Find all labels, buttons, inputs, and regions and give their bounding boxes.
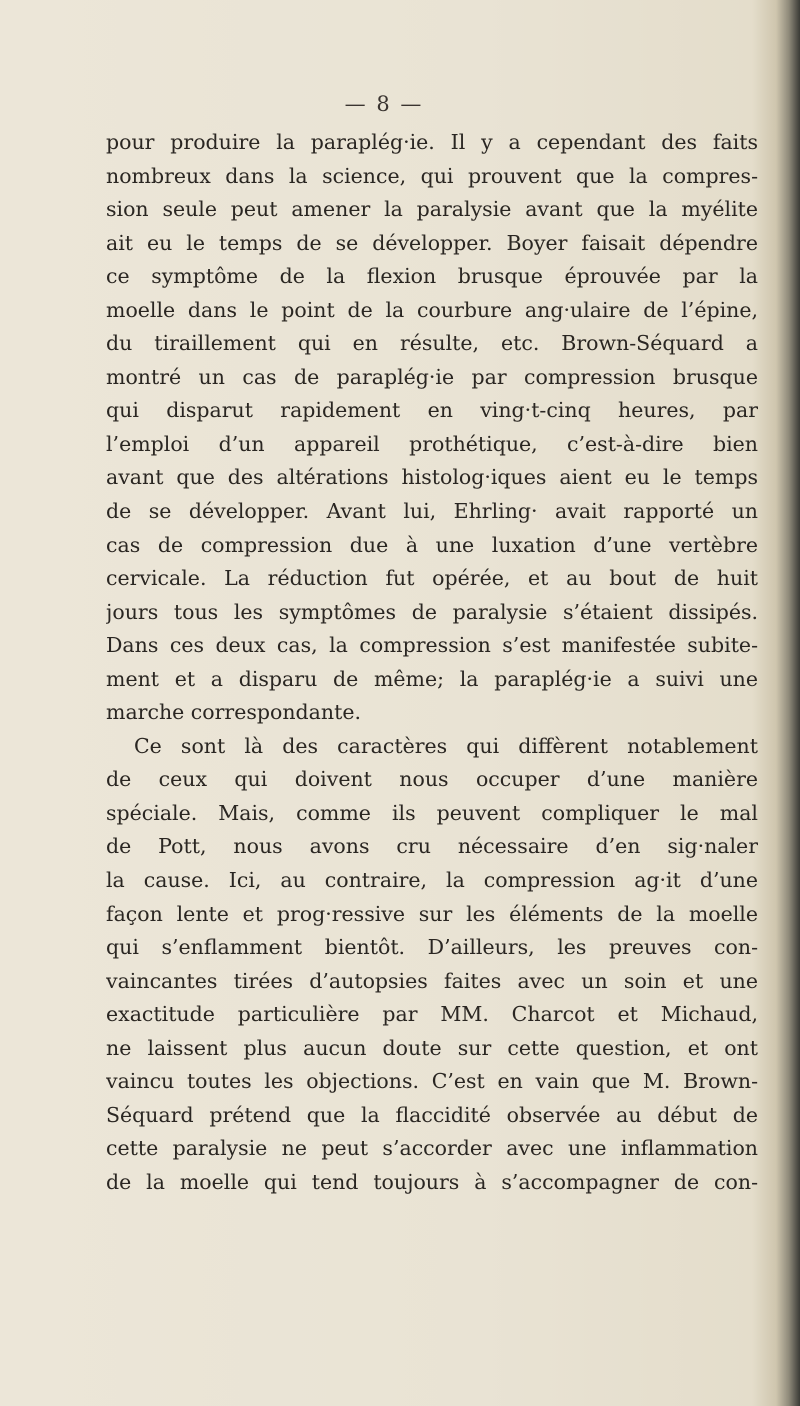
paragraph-end-line: marche correspondante. bbox=[106, 700, 361, 725]
text-line: vaincantes tirées d’autopsies faites avec un soin et une bbox=[106, 968, 758, 993]
text-line: nombreux dans la science, qui prouvent que la compres- bbox=[106, 163, 758, 188]
text-line: ait eu le temps de se développer. Boyer faisait dépendre bbox=[106, 230, 758, 255]
page-number: — 8 — bbox=[344, 92, 424, 116]
text-line: ment et a disparu de même; la paraplég·ie a suivi une bbox=[106, 666, 758, 691]
paragraph-start-line: Ce sont là des caractères qui diffèrent notablement bbox=[134, 733, 758, 758]
text-line: du tiraillement qui en résulte, etc. Brown-Séquard a bbox=[106, 331, 758, 356]
body-text bbox=[106, 126, 758, 1200]
text-line: cas de compression due à une luxation d’une vertèbre bbox=[106, 532, 758, 557]
text-line: de se développer. Avant lui, Ehrling· avait rapporté un bbox=[106, 499, 758, 524]
text-line: ce symptôme de la flexion brusque éprouvée par la bbox=[106, 264, 758, 289]
text-line: l’emploi d’un appareil prothétique, c’est-à-dire bien bbox=[106, 431, 758, 456]
text-line: cette paralysie ne peut s’accorder avec une inflammation bbox=[106, 1136, 758, 1161]
text-line: moelle dans le point de la courbure ang·ulaire de l’épine, bbox=[106, 297, 758, 322]
text-line: qui s’enflamment bientôt. D’ailleurs, les preuves con- bbox=[106, 935, 758, 960]
text-line: de ceux qui doivent nous occuper d’une manière bbox=[106, 767, 758, 792]
text-line: sion seule peut amener la paralysie avant que la myélite bbox=[106, 197, 758, 222]
text-line: façon lente et prog·ressive sur les éléments de la moelle bbox=[106, 901, 758, 926]
text-line: vaincu toutes les objections. C’est en vain que M. Brown- bbox=[106, 1069, 758, 1094]
text-line: ne laissent plus aucun doute sur cette question, et ont bbox=[106, 1035, 758, 1060]
text-line: montré un cas de paraplég·ie par compression brusque bbox=[106, 364, 758, 389]
text-line: de la moelle qui tend toujours à s’accompagner de con- bbox=[106, 1169, 758, 1194]
text-line: Dans ces deux cas, la compression s’est manifestée subite- bbox=[106, 633, 758, 658]
text-line: avant que des altérations histolog·iques aient eu le temps bbox=[106, 465, 758, 490]
text-line: qui disparut rapidement en ving·t-cinq heures, par bbox=[106, 398, 758, 423]
text-line: Séquard prétend que la flaccidité observée au début de bbox=[106, 1102, 758, 1127]
text-line: pour produire la paraplég·ie. Il y a cependant des faits bbox=[106, 130, 758, 154]
text-line: spéciale. Mais, comme ils peuvent compliquer le mal bbox=[106, 800, 758, 825]
text-line: cervicale. La réduction fut opérée, et au bout de huit bbox=[106, 566, 758, 591]
text-line: jours tous les symptômes de paralysie s’étaient dissipés. bbox=[106, 599, 758, 624]
text-line: exactitude particulière par MM. Charcot et Michaud, bbox=[106, 1002, 758, 1027]
text-line: la cause. Ici, au contraire, la compression ag·it d’une bbox=[106, 868, 758, 893]
text-line: de Pott, nous avons cru nécessaire d’en sig·naler bbox=[106, 834, 758, 859]
